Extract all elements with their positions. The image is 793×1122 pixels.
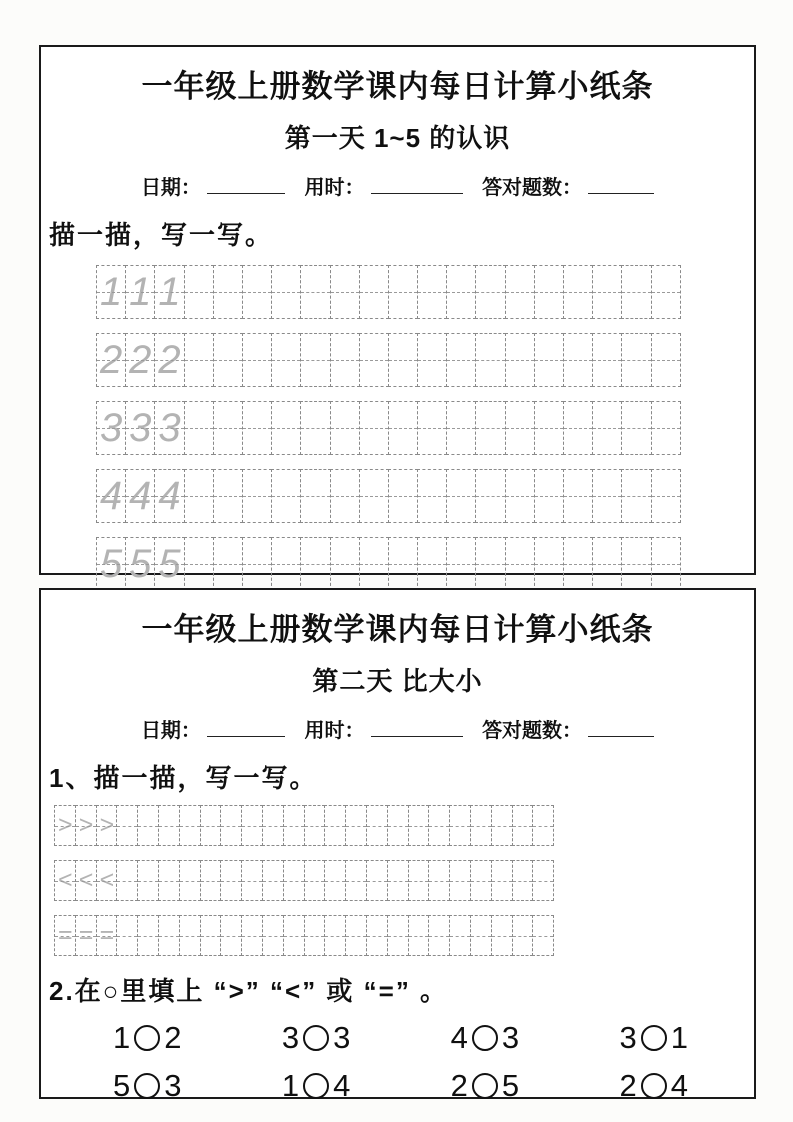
empty-trace-cell <box>242 537 272 591</box>
empty-trace-cell <box>324 915 346 956</box>
empty-trace-cell <box>158 915 180 956</box>
empty-trace-cell <box>242 333 272 387</box>
empty-trace-cell <box>200 860 222 901</box>
right-number: 2 <box>164 1020 182 1055</box>
empty-trace-cell <box>137 805 159 846</box>
comparison-problem <box>282 1020 351 1056</box>
empty-trace-cell <box>512 860 534 901</box>
date-label: 日期： <box>140 177 201 199</box>
empty-trace-cell <box>512 915 534 956</box>
traced-character-cell: > <box>75 805 97 846</box>
empty-trace-cell <box>534 265 564 319</box>
empty-trace-cell <box>428 805 450 846</box>
date-blank <box>207 178 285 194</box>
empty-trace-cell <box>388 537 418 591</box>
empty-trace-cell <box>271 333 301 387</box>
right-number: 5 <box>501 1068 520 1103</box>
empty-trace-cell <box>512 805 534 846</box>
answer-circle <box>641 1073 667 1099</box>
traced-character-cell: > <box>54 805 76 846</box>
empty-trace-cell <box>271 401 301 455</box>
comparison-problem <box>282 1068 351 1104</box>
trace-instruction: 1、描一描，写一写。 <box>49 763 318 793</box>
left-number: 1 <box>113 1020 131 1055</box>
empty-trace-cell <box>563 401 593 455</box>
empty-trace-cell <box>534 469 564 523</box>
empty-trace-cell <box>213 401 243 455</box>
traced-character-cell: = <box>54 915 76 956</box>
sheet-title: 一年级上册数学课内每日计算小纸条 <box>141 69 654 104</box>
empty-trace-cell <box>651 469 681 523</box>
empty-trace-cell <box>179 860 201 901</box>
empty-trace-cell <box>213 537 243 591</box>
empty-trace-cell <box>428 860 450 901</box>
empty-trace-cell <box>408 805 430 846</box>
empty-trace-cell <box>446 469 476 523</box>
empty-trace-cell <box>532 805 554 846</box>
left-number: 2 <box>450 1068 468 1103</box>
empty-trace-cell <box>242 401 272 455</box>
answer-circle <box>134 1025 160 1051</box>
empty-trace-cell <box>621 401 651 455</box>
empty-trace-cell <box>592 333 622 387</box>
empty-trace-cell <box>408 860 430 901</box>
empty-trace-cell <box>621 469 651 523</box>
empty-trace-cell <box>592 401 622 455</box>
empty-trace-cell <box>137 860 159 901</box>
worksheet-day1 <box>39 45 756 586</box>
empty-trace-cell <box>179 915 201 956</box>
empty-trace-cell <box>271 537 301 591</box>
trace-row <box>97 537 746 591</box>
empty-trace-cell <box>491 805 513 846</box>
comparison-problem <box>619 1020 688 1056</box>
sheet-subtitle: 第一天 1~5 的认识 <box>284 123 511 153</box>
empty-trace-cell <box>475 333 505 387</box>
left-number: 2 <box>619 1068 637 1103</box>
empty-trace-cell <box>505 469 535 523</box>
empty-trace-cell <box>470 915 492 956</box>
score-label: 答对题数： <box>482 177 583 199</box>
comparison-problem <box>113 1068 182 1104</box>
date-blank <box>207 721 285 737</box>
score-label: 答对题数： <box>482 720 583 742</box>
empty-trace-cell <box>387 915 409 956</box>
problem-row <box>49 1068 746 1104</box>
traced-character-cell: 1 <box>125 265 155 319</box>
empty-trace-cell <box>449 805 471 846</box>
empty-trace-cell <box>324 805 346 846</box>
empty-trace-cell <box>428 915 450 956</box>
trace-row <box>97 333 746 387</box>
empty-trace-cell <box>621 265 651 319</box>
traced-character-cell: 5 <box>125 537 155 591</box>
time-label: 用时： <box>304 177 365 199</box>
empty-trace-cell <box>532 860 554 901</box>
empty-trace-cell <box>271 469 301 523</box>
traced-character-cell: > <box>96 805 118 846</box>
empty-trace-cell <box>475 401 505 455</box>
empty-trace-cell <box>242 469 272 523</box>
trace-instruction: 描一描，写一写。 <box>49 220 274 250</box>
empty-trace-cell <box>158 805 180 846</box>
empty-trace-cell <box>651 265 681 319</box>
empty-trace-cell <box>470 805 492 846</box>
empty-trace-cell <box>359 537 389 591</box>
worksheet-day2 <box>39 588 756 1103</box>
empty-trace-cell <box>359 469 389 523</box>
empty-trace-cell <box>330 401 360 455</box>
empty-trace-cell <box>491 860 513 901</box>
empty-trace-cell <box>300 265 330 319</box>
empty-trace-cell <box>300 333 330 387</box>
empty-trace-cell <box>200 915 222 956</box>
empty-trace-cell <box>417 265 447 319</box>
empty-trace-cell <box>592 265 622 319</box>
empty-trace-cell <box>505 265 535 319</box>
empty-trace-cell <box>449 860 471 901</box>
empty-trace-cell <box>563 333 593 387</box>
empty-trace-cell <box>387 860 409 901</box>
empty-trace-cell <box>651 537 681 591</box>
empty-trace-cell <box>283 915 305 956</box>
number-trace-grid <box>97 265 746 591</box>
empty-trace-cell <box>300 469 330 523</box>
right-number: 4 <box>333 1068 351 1103</box>
empty-trace-cell <box>592 537 622 591</box>
problem-row <box>49 1020 746 1056</box>
empty-trace-cell <box>505 333 535 387</box>
left-number: 5 <box>113 1068 131 1103</box>
empty-trace-cell <box>417 537 447 591</box>
traced-character-cell: 3 <box>154 401 184 455</box>
empty-trace-cell <box>446 265 476 319</box>
empty-trace-cell <box>505 537 535 591</box>
comparison-problem <box>451 1068 520 1104</box>
empty-trace-cell <box>417 469 447 523</box>
empty-trace-cell <box>330 265 360 319</box>
traced-character-cell: 1 <box>154 265 184 319</box>
empty-trace-cell <box>366 915 388 956</box>
left-number: 3 <box>619 1020 637 1055</box>
time-blank <box>371 178 463 194</box>
comparison-problems <box>49 1020 746 1104</box>
empty-trace-cell <box>184 469 214 523</box>
answer-circle <box>472 1073 498 1099</box>
traced-character-cell: < <box>96 860 118 901</box>
empty-trace-cell <box>475 265 505 319</box>
score-blank <box>588 721 654 737</box>
empty-trace-cell <box>220 805 242 846</box>
empty-trace-cell <box>220 860 242 901</box>
empty-trace-cell <box>621 537 651 591</box>
empty-trace-cell <box>137 915 159 956</box>
empty-trace-cell <box>304 860 326 901</box>
empty-trace-cell <box>534 333 564 387</box>
date-label: 日期： <box>140 720 201 742</box>
empty-trace-cell <box>359 401 389 455</box>
empty-trace-cell <box>417 333 447 387</box>
empty-trace-cell <box>271 265 301 319</box>
empty-trace-cell <box>330 469 360 523</box>
traced-character-cell: 2 <box>96 333 126 387</box>
left-number: 1 <box>281 1068 300 1103</box>
empty-trace-cell <box>213 333 243 387</box>
right-number: 1 <box>670 1020 688 1055</box>
empty-trace-cell <box>304 805 326 846</box>
empty-trace-cell <box>241 805 263 846</box>
trace-row <box>55 860 746 901</box>
meta-line <box>49 171 746 200</box>
empty-trace-cell <box>534 401 564 455</box>
empty-trace-cell <box>184 537 214 591</box>
empty-trace-cell <box>304 915 326 956</box>
answer-circle <box>641 1025 667 1051</box>
traced-character-cell: 4 <box>154 469 184 523</box>
traced-character-cell: = <box>96 915 118 956</box>
empty-trace-cell <box>388 401 418 455</box>
empty-trace-cell <box>300 401 330 455</box>
sheet-title: 一年级上册数学课内每日计算小纸条 <box>141 612 654 647</box>
empty-trace-cell <box>213 265 243 319</box>
empty-trace-cell <box>116 915 138 956</box>
empty-trace-cell <box>242 265 272 319</box>
trace-row <box>55 805 746 846</box>
time-label: 用时： <box>304 720 365 742</box>
answer-circle <box>134 1073 160 1099</box>
empty-trace-cell <box>179 805 201 846</box>
trace-row <box>97 265 746 319</box>
empty-trace-cell <box>184 333 214 387</box>
traced-character-cell: < <box>75 860 97 901</box>
answer-circle <box>303 1073 329 1099</box>
empty-trace-cell <box>220 915 242 956</box>
empty-trace-cell <box>359 333 389 387</box>
traced-character-cell: 2 <box>125 333 155 387</box>
comparison-problem <box>113 1020 182 1056</box>
answer-circle <box>472 1025 498 1051</box>
compare-instruction: 2.在○里填上 “>” “<” 或 “=” 。 <box>49 976 449 1006</box>
traced-character-cell: 5 <box>154 537 184 591</box>
empty-trace-cell <box>592 469 622 523</box>
empty-trace-cell <box>446 537 476 591</box>
empty-trace-cell <box>621 333 651 387</box>
empty-trace-cell <box>475 469 505 523</box>
answer-circle <box>303 1025 329 1051</box>
empty-trace-cell <box>359 265 389 319</box>
score-blank <box>588 178 654 194</box>
empty-trace-cell <box>241 915 263 956</box>
empty-trace-cell <box>366 860 388 901</box>
time-blank <box>371 721 463 737</box>
empty-trace-cell <box>200 805 222 846</box>
empty-trace-cell <box>116 860 138 901</box>
empty-trace-cell <box>116 805 138 846</box>
trace-row <box>55 915 746 956</box>
traced-character-cell: < <box>54 860 76 901</box>
empty-trace-cell <box>563 537 593 591</box>
empty-trace-cell <box>387 805 409 846</box>
empty-trace-cell <box>534 537 564 591</box>
empty-trace-cell <box>491 915 513 956</box>
symbol-trace-grid <box>55 805 746 956</box>
empty-trace-cell <box>262 860 284 901</box>
left-number: 4 <box>450 1020 468 1055</box>
traced-character-cell: 2 <box>154 333 184 387</box>
empty-trace-cell <box>330 537 360 591</box>
empty-trace-cell <box>262 805 284 846</box>
comparison-problem <box>451 1020 520 1056</box>
empty-trace-cell <box>330 333 360 387</box>
trace-row <box>97 401 746 455</box>
empty-trace-cell <box>532 915 554 956</box>
empty-trace-cell <box>475 537 505 591</box>
traced-character-cell: = <box>75 915 97 956</box>
empty-trace-cell <box>563 469 593 523</box>
empty-trace-cell <box>345 805 367 846</box>
empty-trace-cell <box>345 860 367 901</box>
meta-line <box>49 714 746 743</box>
right-number: 3 <box>501 1020 520 1055</box>
right-number: 3 <box>333 1020 351 1055</box>
traced-character-cell: 3 <box>96 401 126 455</box>
traced-character-cell: 4 <box>96 469 126 523</box>
right-number: 3 <box>164 1068 182 1103</box>
empty-trace-cell <box>184 265 214 319</box>
empty-trace-cell <box>408 915 430 956</box>
traced-character-cell: 1 <box>96 265 126 319</box>
empty-trace-cell <box>449 915 471 956</box>
empty-trace-cell <box>241 860 263 901</box>
comparison-problem <box>619 1068 688 1104</box>
empty-trace-cell <box>651 333 681 387</box>
empty-trace-cell <box>446 333 476 387</box>
empty-trace-cell <box>446 401 476 455</box>
traced-character-cell: 3 <box>125 401 155 455</box>
sheet-subtitle: 第二天 比大小 <box>312 666 483 696</box>
empty-trace-cell <box>283 805 305 846</box>
traced-character-cell: 4 <box>125 469 155 523</box>
empty-trace-cell <box>366 805 388 846</box>
empty-trace-cell <box>470 860 492 901</box>
empty-trace-cell <box>158 860 180 901</box>
empty-trace-cell <box>563 265 593 319</box>
trace-row <box>97 469 746 523</box>
empty-trace-cell <box>388 469 418 523</box>
right-number: 4 <box>670 1068 688 1103</box>
empty-trace-cell <box>213 469 243 523</box>
empty-trace-cell <box>345 915 367 956</box>
empty-trace-cell <box>283 860 305 901</box>
empty-trace-cell <box>184 401 214 455</box>
traced-character-cell: 5 <box>96 537 126 591</box>
empty-trace-cell <box>324 860 346 901</box>
empty-trace-cell <box>300 537 330 591</box>
empty-trace-cell <box>505 401 535 455</box>
empty-trace-cell <box>417 401 447 455</box>
left-number: 3 <box>281 1020 300 1055</box>
empty-trace-cell <box>651 401 681 455</box>
empty-trace-cell <box>388 333 418 387</box>
empty-trace-cell <box>262 915 284 956</box>
empty-trace-cell <box>388 265 418 319</box>
